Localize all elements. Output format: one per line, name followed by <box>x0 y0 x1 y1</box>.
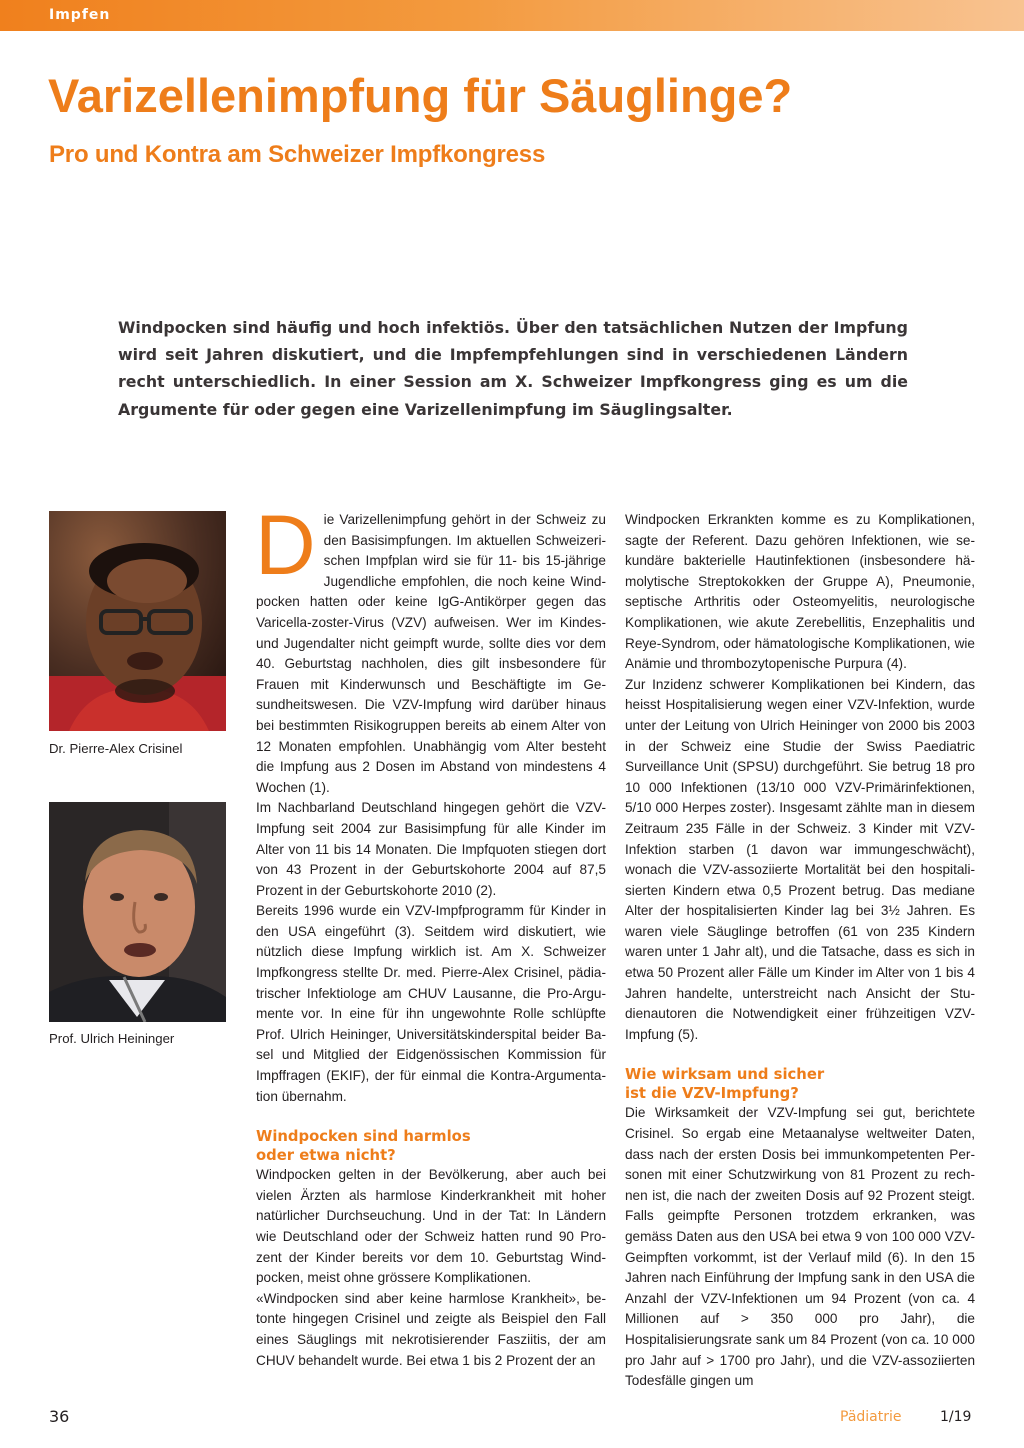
section-label: Impfen <box>49 7 111 23</box>
article-column-2 <box>625 510 975 1392</box>
section-heading <box>256 1127 606 1165</box>
body-paragraph: Zur Inzidenz schwerer Komplikationen bei Kindern, das heisst Hospitalisierung wegen einer VZV-Infektion, wurde unter der Leitung von Ulrich Heininger von 2000 bis 2003 in der Schweiz eine Studie der Swiss Paediatric Surveillance Unit (SPSU) durchgeführt. Sie betrug 18 pro 10 000 Infektionen (13/10 000 VZV-Primärinfektionen, 5/10 000 Herpes zoster). Insgesamt zählte man in diesem Zeitraum 235 Fälle in der Schweiz. 3 Kinder mit VZV-Infektion starben (1 davon war immungeschwächt), wonach die VZV-assoziierte Mortalität bei den hospitalisierten Kindern etwa 0,5 Prozent betrug. Das mediane Alter der hospitalisierten Kinder lag bei 3½ Jahren. Es waren viele Säuglinge betroffen (61 von 235 Kindern waren unter 1 Jahr alt), und die Tatsache, dass es sich in etwa 50 Prozent aller Fälle um Kinder im Alter von 1 bis 4 Jahren handelte, unterstreicht nach Ansicht der Studienautoren die Notwendigkeit einer frühzeitigen VZV-Impfung (5). <box>625 676 975 1042</box>
body-paragraph: Die Wirksamkeit der VZV-Impfung sei gut, berichtete Crisinel. So ergab eine Metaanalyse weltweiter Daten, dass nach der ersten Dosis bei immunkompetenten Personen mit einer Schutzwirkung von 81 Prozent zu rechnen ist, die nach der zweiten Dosis auf 92 Prozent steigt. Falls geimpfte Personen trotzdem erkranken, was gemäss Daten aus den USA bei etwa 9 von 100 000 VZV-Geimpften vorkommt, ist der Verlauf mild (6). In den 15 Jahren nach Einführung der Impfung sank in den USA die Anzahl der VZV-Infektionen um 94 Prozent (von ca. 4 Millionen auf > 350 000 pro Jahr), die Hospitalisierungsrate sank um 84 Prozent (von ca. 10 000 pro Jahr auf > 1700 pro Jahr), und die VZV-assoziierten Todesfälle gingen um <box>625 1105 975 1389</box>
photo-caption-heininger: Prof. Ulrich Heininger <box>49 1031 175 1046</box>
section-heading-line: Wie wirksam und sicher <box>625 1066 825 1084</box>
body-paragraph: Windpocken Erkrankten komme es zu Komplikationen, sagte der Referent. Dazu gehören Infektionen, wie sekundäre bakterielle Hautinfektionen (insbesondere hämolytische Streptokokken der Gruppe A), Pneumonie, septische Arthritis oder Osteomyelitis, neurologische Komplikationen, wie akute Zerebellitis, Enzephalitis und Reye-Syndrom, oder hämatologische Komplikationen, wie Anämie und thrombozytopenische Purpura (4). <box>625 512 975 672</box>
section-heading-line: Windpocken sind harmlos <box>256 1128 471 1146</box>
section-heading-line: ist die VZV-Impfung? <box>625 1085 799 1103</box>
section-heading-line: oder etwa nicht? <box>256 1147 396 1165</box>
body-paragraph: ie Varizellenimpfung gehört in der Schweiz zu den Basisimpfungen. Im aktuellen Schweizerischen Impfplan wird sie für 11- bis 15-jährige Jugendliche empfohlen, die noch keine Windpocken hatten oder keine IgG-Antikörper gegen das Varicella-zoster-Virus (VZV) aufweisen. Wer im Kindes- und Jugendalter nicht geimpft wurde, sollte dies vor dem 40. Geburtstag nachholen, dies gilt insbesondere für Frauen mit Kinderwunsch und Beschäftigte im Gesundheitswesen. Die VZV-Impfung wird darüber hinaus bei bestimmten Risikogruppen bereits ab einem Alter von 12 Monaten empfohlen. Unabhängig vom Alter besteht die Impfung aus 2 Dosen im Abstand von mindestens 4 Wochen (1). <box>256 512 606 795</box>
body-paragraph: «Windpocken sind aber keine harmlose Krankheit», betonte hingegen Crisinel und zeigte als Beispiel den Fall eines Säuglings mit nekrotisierender Fasziitis, der am CHUV behandelt wurde. Bei etwa 1 bis 2 Prozent der an <box>256 1290 606 1368</box>
body-paragraph: Windpocken gelten in der Bevölkerung, aber auch bei vielen Ärzten als harmlose Kinderkrankheit mit hoher natürlicher Durchseuchung. Und in der Tat: In Ländern wie Deutschland oder der Schweiz hatten rund 90 Prozent der Kinder bereits vor dem 10. Geburtstag Windpocken, meist ohne grössere Komplikationen. <box>256 1167 606 1286</box>
section-heading <box>625 1065 975 1103</box>
dropcap-letter: D <box>255 498 316 592</box>
lead-paragraph: Windpocken sind häufig und hoch infektiös. Über den tatsächlichen Nutzen der Impfung wird seit Jahren diskutiert, und die Impfempfehlungen sind in verschiedenen Ländern recht unterschiedlich. In einer Session am X. Schweizer Impfkongress ging es um die Argumente für oder gegen eine Varizellenimpfung im Säuglingsalter. <box>118 318 908 419</box>
article-title: Varizellenimpfung für Säuglinge? <box>48 69 793 122</box>
body-paragraph: Bereits 1996 wurde ein VZV-Impfprogramm für Kinder in den USA eingeführt (3). Seitdem wird diskutiert, wie nützlich diese Impfung wirklich ist. Am X. Schweizer Impfkongress stellte Dr. med. Pierre-Alex Crisinel, pädiatrischer Infektiologe am CHUV Lausanne, die Pro-Argumente vor. In eine für ihn ungewohnte Rolle schlüpfte Prof. Ulrich Heininger, Universitätskinderspital beider Basel und Mitglied der Eidgenössischen Kommission für Impffragen (EKIF), der für einmal die Kontra-Argumentation übernahm. <box>256 903 606 1104</box>
article-column-1 <box>255 498 606 1371</box>
section-banner <box>0 0 1024 31</box>
portrait-photo-heininger <box>49 802 226 1022</box>
photo-caption-crisinel: Dr. Pierre-Alex Crisinel <box>49 741 183 756</box>
body-paragraph: Im Nachbarland Deutschland hingegen gehört die VZV-Impfung seit 2004 zur Basisimpfung für alle Kinder im Alter von 11 bis 14 Monaten. Die Impfquoten stiegen dort von 43 Prozent in der Geburtskohorte 2004 auf 87,5 Prozent in der Geburtskohorte 2010 (2). <box>256 800 606 898</box>
issue-number: 1/19 <box>940 1409 972 1425</box>
portrait-photo-crisinel <box>49 511 226 731</box>
page-number: 36 <box>49 1407 70 1426</box>
journal-name: Pädiatrie <box>840 1409 902 1425</box>
article-subtitle: Pro und Kontra am Schweizer Impfkongress <box>49 141 546 168</box>
